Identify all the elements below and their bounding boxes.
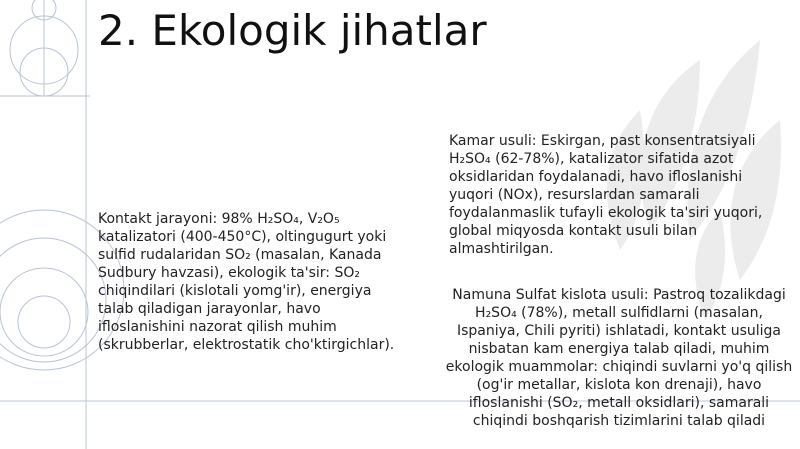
deco-circle bbox=[0, 238, 106, 362]
deco-circle bbox=[0, 268, 88, 356]
chamber-method-paragraph: Kamar usuli: Eskirgan, past konsentratsiyali H₂SO₄ (62-78%), katalizator sifatida azot oksidlaridan foydalanadi, havo ifloslanishi yuqori (NOx), resurslardan samarali foydalanmaslik tufayli ekologik ta'siri yuqori, global miqyosda kontakt usuli bilan almashtirilgan. bbox=[449, 133, 763, 257]
page-title: 2. Ekologik jihatlar bbox=[98, 6, 487, 55]
deco-circle bbox=[18, 296, 70, 348]
contact-process-paragraph: Kontakt jarayoni: 98% H₂SO₄, V₂O₅ katalizatori (400-450°C), oltingugurt yoki sulfid rudalaridan SO₂ (masalan, Kanada Sudbury havzasi), ekologik ta'sir: SO₂ chiqindilari (kislotali yomg'ir), energiya talab qiladigan jarayonlar, havo ifloslanishini nazorat qilish muhim (skrubberlar, elektrostatik cho'ktirgichlar). bbox=[98, 211, 395, 353]
sample-method-paragraph: Namuna Sulfat kislota usuli: Pastroq tozalikdagi H₂SO₄ (78%), metall sulfidlarni (masalan, Ispaniya, Chili pyriti) ishlatadi, kontakt usuliga nisbatan kam energiya talab qiladi, muhim ekologik muammolar: chiqindi suvlarni yo'q qilish (og'ir metallar, kislota kon drenaji), havo ifloslanishi (SO₂, metall oksidlari), samarali chiqindi boshqarish tizimlarini talab qiladi bbox=[445, 287, 793, 429]
